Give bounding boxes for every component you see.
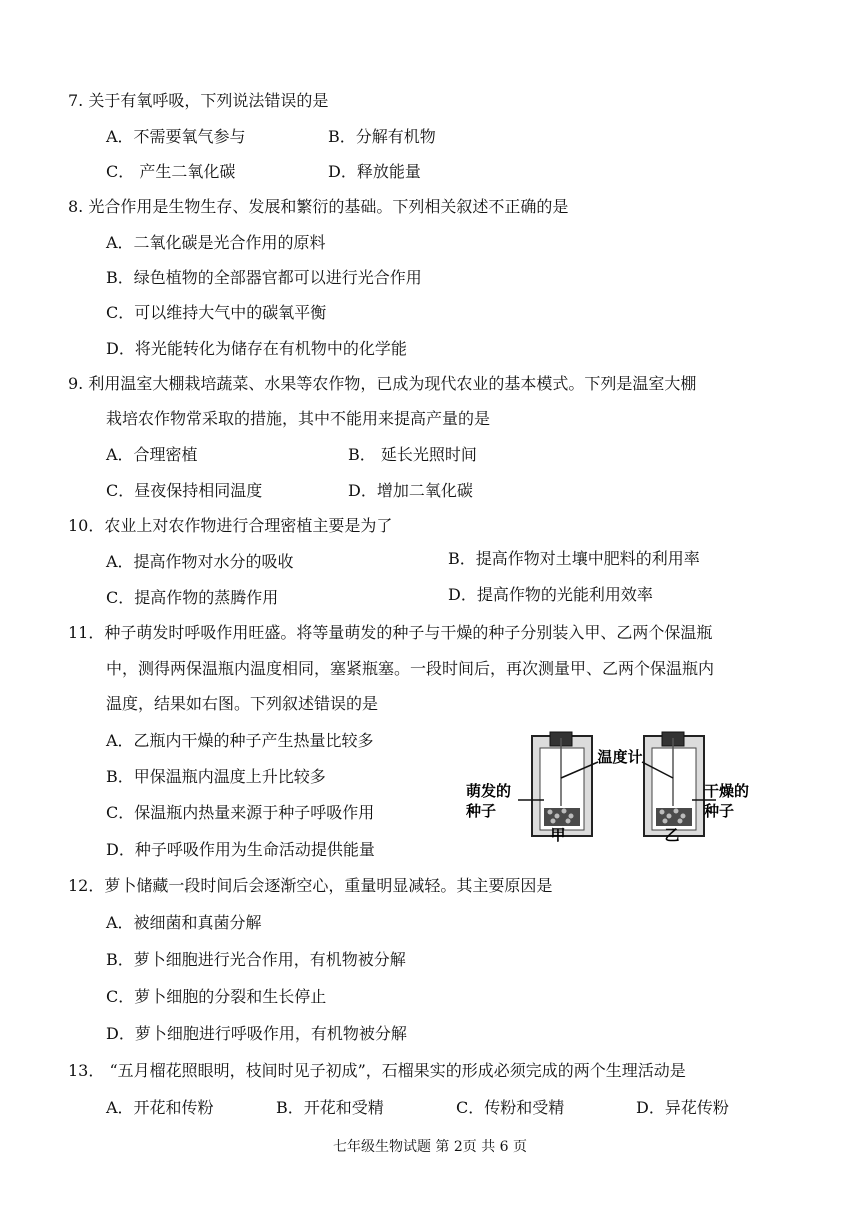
question-10-option-b: B．提高作物对土壤中肥料的利用率 xyxy=(448,549,700,568)
question-12-option-c: C．萝卜细胞的分裂和生长停止 xyxy=(106,987,327,1006)
question-11-stem-line-3: 温度，结果如右图。下列叙述错误的是 xyxy=(106,694,379,713)
question-9-stem-line-1: 9. 利用温室大棚栽培蔬菜、水果等农作物，已成为现代农业的基本模式。下列是温室大棚 xyxy=(68,374,697,393)
question-11-option-b: B．甲保温瓶内温度上升比较多 xyxy=(106,767,326,786)
question-12-stem: 12．萝卜储藏一段时间后会逐渐空心，重量明显减轻。其主要原因是 xyxy=(68,876,553,895)
question-7-option-c: C． 产生二氧化碳 xyxy=(106,162,236,181)
dry-seed-label-2: 种子 xyxy=(704,802,735,820)
thermos-yi-label: 乙 xyxy=(664,826,680,844)
question-10-option-a: A．提高作物对水分的吸收 xyxy=(106,552,294,571)
thermos-experiment-figure xyxy=(460,728,770,850)
question-11-option-c: C．保温瓶内热量来源于种子呼吸作用 xyxy=(106,803,375,822)
thermometer-label: 温度计 xyxy=(597,748,643,766)
question-9-option-d: D．增加二氧化碳 xyxy=(348,481,473,500)
question-9-stem-line-2: 栽培农作物常采取的措施，其中不能用来提高产量的是 xyxy=(106,409,491,428)
question-12-option-b: B．萝卜细胞进行光合作用，有机物被分解 xyxy=(106,950,406,969)
dry-seed-label-1: 干燥的 xyxy=(704,782,750,800)
question-10-stem: 10．农业上对农作物进行合理密植主要是为了 xyxy=(68,516,393,535)
question-11-stem-line-1: 11．种子萌发时呼吸作用旺盛。将等量萌发的种子与干燥的种子分别装入甲、乙两个保温瓶 xyxy=(68,623,713,642)
question-8-stem: 8. 光合作用是生物生存、发展和繁衍的基础。下列相关叙述不正确的是 xyxy=(68,197,569,216)
question-12-option-d: D．萝卜细胞进行呼吸作用，有机物被分解 xyxy=(106,1024,407,1043)
question-8-option-d: D．将光能转化为储存在有机物中的化学能 xyxy=(106,339,407,358)
question-7-option-a: A．不需要氧气参与 xyxy=(106,127,246,146)
question-12-option-a: A．被细菌和真菌分解 xyxy=(106,913,262,932)
question-8-option-a: A．二氧化碳是光合作用的原料 xyxy=(106,233,326,252)
question-7-option-b: B．分解有机物 xyxy=(328,127,436,146)
question-7-option-d: D．释放能量 xyxy=(328,162,421,181)
thermos-jia xyxy=(532,732,592,836)
question-10-option-d: D．提高作物的光能利用效率 xyxy=(448,585,653,604)
thermos-jia-label: 甲 xyxy=(550,826,566,844)
question-13-option-b: B．开花和受精 xyxy=(276,1098,384,1117)
question-10-option-c: C．提高作物的蒸腾作用 xyxy=(106,588,279,607)
question-13-option-d: D．异花传粉 xyxy=(636,1098,729,1117)
question-13-option-c: C．传粉和受精 xyxy=(456,1098,565,1117)
question-11-stem-line-2: 中，测得两保温瓶内温度相同，塞紧瓶塞。一段时间后，再次测量甲、乙两个保温瓶内 xyxy=(106,659,715,678)
question-11-option-a: A．乙瓶内干燥的种子产生热量比较多 xyxy=(106,731,374,750)
question-9-option-c: C．昼夜保持相同温度 xyxy=(106,481,263,500)
question-7-stem: 7. 关于有氧呼吸，下列说法错误的是 xyxy=(68,91,329,110)
page-footer: 七年级生物试题 第 2页 共 6 页 xyxy=(332,1139,528,1155)
question-11-option-d: D．种子呼吸作用为生命活动提供能量 xyxy=(106,840,375,859)
thermos-yi xyxy=(644,732,704,836)
question-13-option-a: A．开花和传粉 xyxy=(106,1098,214,1117)
question-9-option-b: B． 延长光照时间 xyxy=(348,445,477,464)
question-13-stem: 13． “五月榴花照眼明，枝间时见子初成”，石榴果实的形成必须完成的两个生理活动是 xyxy=(68,1061,686,1080)
question-8-option-b: B．绿色植物的全部器官都可以进行光合作用 xyxy=(106,268,422,287)
germinating-seed-label-1: 萌发的 xyxy=(466,782,512,800)
question-9-option-a: A．合理密植 xyxy=(106,445,198,464)
germinating-seed-label-2: 种子 xyxy=(466,802,497,820)
question-8-option-c: C．可以维持大气中的碳氧平衡 xyxy=(106,303,327,322)
